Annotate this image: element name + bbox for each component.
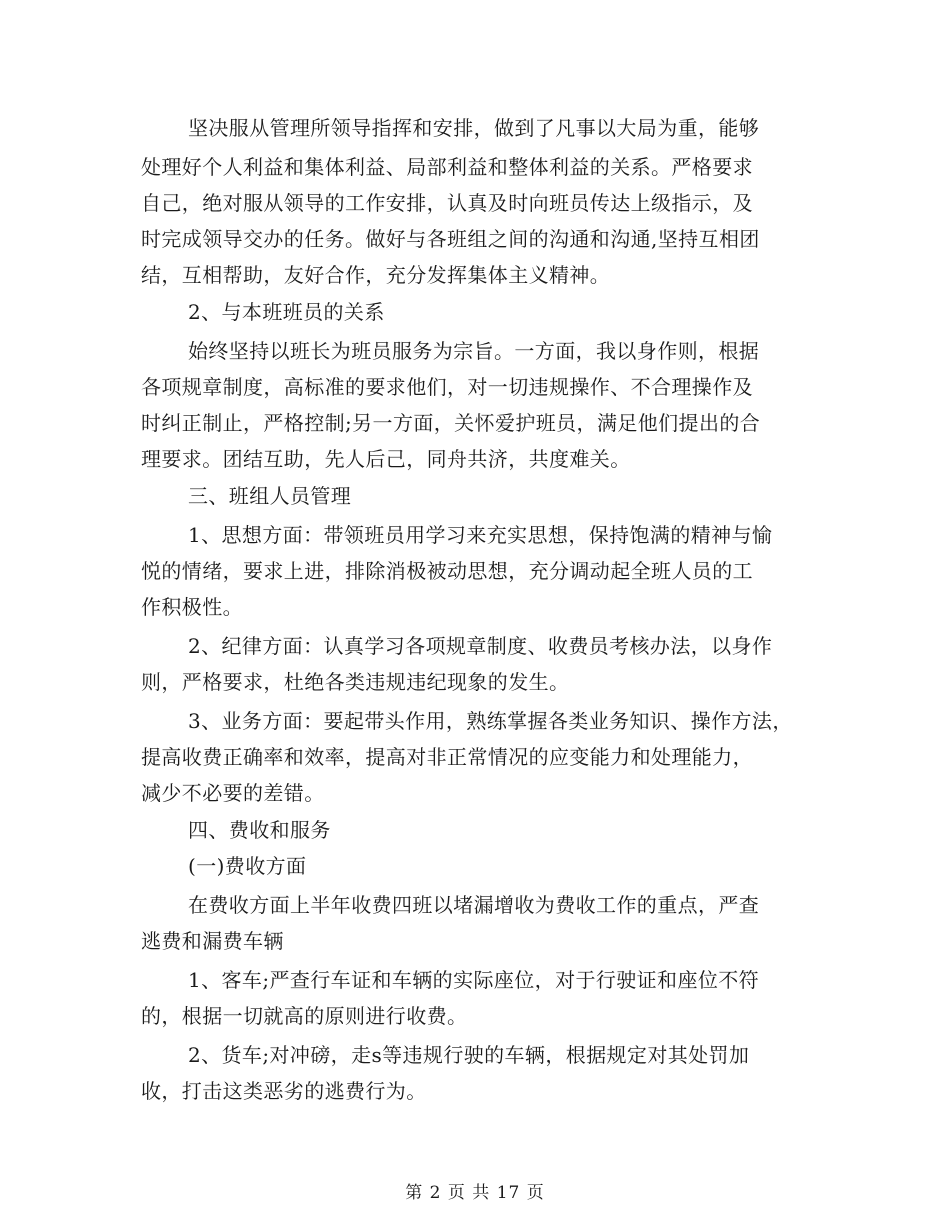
section-heading: 四、费收和服务 bbox=[188, 818, 331, 842]
paragraph-line: 在费收方面上半年收费四班以堵漏增收为费收工作的重点，严查 bbox=[188, 893, 760, 917]
paragraph-line: 各项规章制度，高标准的要求他们，对一切违规操作、不合理操作及 bbox=[141, 375, 753, 399]
paragraph-line: 1、客车;严查行车证和车辆的实际座位，对于行驶证和座位不符 bbox=[188, 968, 760, 992]
paragraph-line: 逃费和漏费车辆 bbox=[141, 929, 284, 953]
subsection-heading: (一)费收方面 bbox=[188, 854, 307, 878]
paragraph-line: 的，根据一切就高的原则进行收费。 bbox=[141, 1004, 468, 1028]
paragraph-line: 2、纪律方面：认真学习各项规章制度、收费员考核办法，以身作 bbox=[188, 634, 773, 658]
paragraph-line: 1、思想方面：带领班员用学习来充实思想，保持饱满的精神与愉 bbox=[188, 523, 773, 547]
page-footer: 第 2 页 共 17 页 bbox=[405, 1183, 545, 1203]
paragraph-line: 坚决服从管理所领导指挥和安排，做到了凡事以大局为重，能够 bbox=[188, 116, 760, 140]
paragraph-line: 减少不必要的差错。 bbox=[141, 781, 325, 805]
paragraph-line: 作积极性。 bbox=[141, 595, 243, 619]
paragraph-line: 收，打击这类恶劣的逃费行为。 bbox=[141, 1079, 427, 1103]
section-heading: 2、与本班班员的关系 bbox=[188, 300, 385, 324]
paragraph-line: 结，互相帮助，友好合作，充分发挥集体主义精神。 bbox=[141, 263, 611, 287]
section-heading: 三、班组人员管理 bbox=[188, 484, 352, 508]
paragraph-line: 始终坚持以班长为班员服务为宗旨。一方面，我以身作则，根据 bbox=[188, 339, 760, 363]
paragraph-line: 2、货车;对冲磅，走s等违规行驶的车辆，根据规定对其处罚加 bbox=[188, 1043, 750, 1067]
paragraph-line: 理要求。团结互助，先人后己，同舟共济，共度难关。 bbox=[141, 447, 631, 471]
paragraph-line: 悦的情绪，要求上进，排除消极被动思想，充分调动起全班人员的工 bbox=[141, 559, 753, 583]
paragraph-line: 则，严格要求，杜绝各类违规违纪现象的发生。 bbox=[141, 670, 570, 694]
paragraph-line: 提高收费正确率和效率，提高对非正常情况的应变能力和处理能力， bbox=[141, 745, 753, 769]
paragraph-line: 时完成领导交办的任务。做好与各班组之间的沟通和沟通,坚持互相团 bbox=[141, 227, 760, 251]
paragraph-line: 处理好个人利益和集体利益、局部利益和整体利益的关系。严格要求 bbox=[141, 155, 753, 179]
paragraph-line: 3、业务方面：要起带头作用，熟练掌握各类业务知识、操作方法， bbox=[188, 709, 793, 733]
paragraph-line: 时纠正制止，严格控制;另一方面，关怀爱护班员，满足他们提出的合 bbox=[141, 411, 761, 435]
paragraph-line: 自己，绝对服从领导的工作安排，认真及时向班员传达上级指示，及 bbox=[141, 191, 753, 215]
